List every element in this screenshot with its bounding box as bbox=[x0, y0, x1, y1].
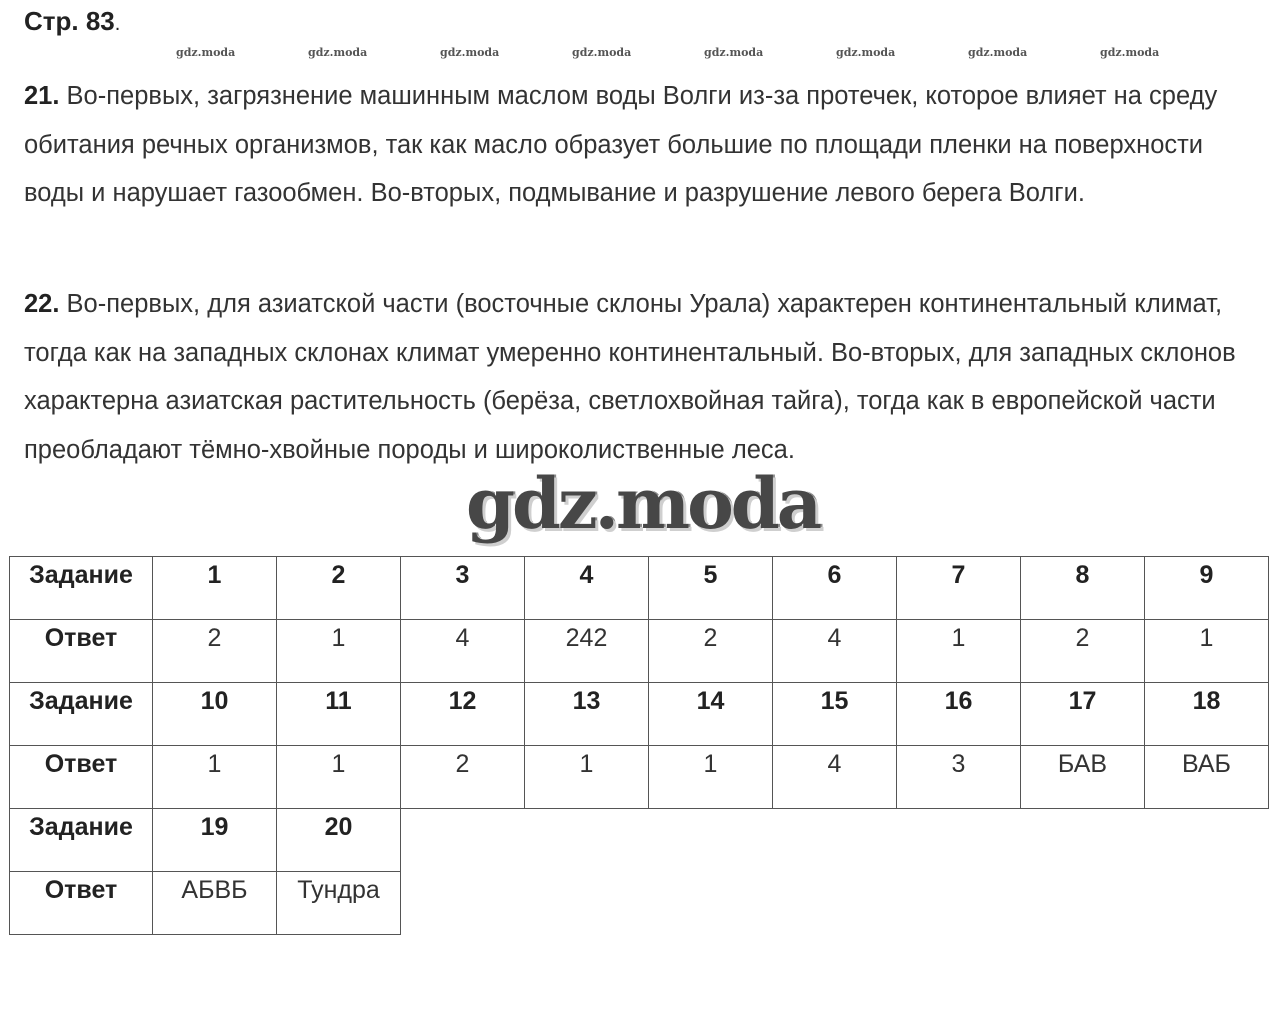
task-number-cell: 8 bbox=[1021, 557, 1145, 620]
answer-cell: 1 bbox=[277, 620, 401, 683]
page-title-dot: . bbox=[114, 13, 121, 35]
task-number-cell: 9 bbox=[1145, 557, 1269, 620]
task-label-cell: Задание bbox=[10, 683, 153, 746]
task-number-cell: 17 bbox=[1021, 683, 1145, 746]
table-row-answers bbox=[10, 872, 1269, 935]
answer-cell: 4 bbox=[401, 620, 525, 683]
task-number-cell: 7 bbox=[897, 557, 1021, 620]
answer-cell: 1 bbox=[525, 746, 649, 809]
task-number-cell: 1 bbox=[153, 557, 277, 620]
answer-cell: 2 bbox=[153, 620, 277, 683]
empty-area bbox=[401, 872, 1269, 935]
task-number-cell: 16 bbox=[897, 683, 1021, 746]
watermark-small: gdz.moda bbox=[572, 46, 632, 59]
answer-cell: ВАБ bbox=[1145, 746, 1269, 809]
task-number-cell: 6 bbox=[773, 557, 897, 620]
answer-21-number: 21. bbox=[24, 82, 60, 110]
task-number-cell: 10 bbox=[153, 683, 277, 746]
answer-22-paragraph bbox=[24, 280, 1264, 474]
watermark-small: gdz.moda bbox=[308, 46, 368, 59]
page-title bbox=[24, 6, 120, 37]
answer-label-cell: Ответ bbox=[10, 746, 153, 809]
task-number-cell: 14 bbox=[649, 683, 773, 746]
watermark-small: gdz.moda bbox=[1100, 46, 1160, 59]
task-number-cell: 3 bbox=[401, 557, 525, 620]
table-row-answers bbox=[10, 746, 1269, 809]
task-label-cell: Задание bbox=[10, 557, 153, 620]
watermark-small: gdz.moda bbox=[836, 46, 896, 59]
task-number-cell: 5 bbox=[649, 557, 773, 620]
answer-cell: 2 bbox=[401, 746, 525, 809]
watermark-row bbox=[176, 46, 1176, 62]
answer-cell: БАВ bbox=[1021, 746, 1145, 809]
task-number-cell: 13 bbox=[525, 683, 649, 746]
answer-cell: 4 bbox=[773, 620, 897, 683]
watermark-small: gdz.moda bbox=[704, 46, 764, 59]
watermark-small: gdz.moda bbox=[440, 46, 500, 59]
table-row-answers bbox=[10, 620, 1269, 683]
answer-22-number: 22. bbox=[24, 290, 60, 318]
answer-22-text: Во-первых, для азиатской части (восточные склоны Урала) характерен континентальный климат, тогда как на западных склонах климат умеренно континентальный. Во-вторых, для западных склонов характерна азиатская растительность (берёза, светлохвойная тайга), тогда как в европейской части преобладают тёмно-хвойные породы и широколиственные леса. bbox=[24, 290, 1236, 464]
page-number: Стр. 83 bbox=[24, 6, 115, 36]
task-label-cell: Задание bbox=[10, 809, 153, 872]
answer-cell: 4 bbox=[773, 746, 897, 809]
table-row-tasks bbox=[10, 683, 1269, 746]
answer-cell: 1 bbox=[897, 620, 1021, 683]
answer-cell: 1 bbox=[277, 746, 401, 809]
answer-cell: 242 bbox=[525, 620, 649, 683]
answer-cell: 3 bbox=[897, 746, 1021, 809]
task-number-cell: 12 bbox=[401, 683, 525, 746]
watermark-small: gdz.moda bbox=[176, 46, 236, 59]
table-row-tasks bbox=[10, 809, 1269, 872]
answer-label-cell: Ответ bbox=[10, 872, 153, 935]
task-number-cell: 18 bbox=[1145, 683, 1269, 746]
answers-table bbox=[9, 556, 1269, 935]
answer-21-text: Во-первых, загрязнение машинным маслом воды Волги из-за протечек, которое влияет на среду обитания речных организмов, так как масло образует большие по площади пленки на поверхности воды и нарушает газообмен. Во-вторых, подмывание и разрушение левого берега Волги. bbox=[24, 82, 1218, 207]
task-number-cell: 20 bbox=[277, 809, 401, 872]
answer-cell: 2 bbox=[649, 620, 773, 683]
watermark-logo: gdz.moda bbox=[466, 462, 820, 545]
answer-cell: АБВБ bbox=[153, 872, 277, 935]
answer-cell: Тундра bbox=[277, 872, 401, 935]
task-number-cell: 11 bbox=[277, 683, 401, 746]
task-number-cell: 15 bbox=[773, 683, 897, 746]
task-number-cell: 2 bbox=[277, 557, 401, 620]
task-number-cell: 19 bbox=[153, 809, 277, 872]
answer-cell: 1 bbox=[649, 746, 773, 809]
task-number-cell: 4 bbox=[525, 557, 649, 620]
table-row-tasks bbox=[10, 557, 1269, 620]
answer-21-paragraph bbox=[24, 72, 1264, 218]
answer-cell: 1 bbox=[1145, 620, 1269, 683]
empty-area bbox=[401, 809, 1269, 872]
watermark-small: gdz.moda bbox=[968, 46, 1028, 59]
answer-label-cell: Ответ bbox=[10, 620, 153, 683]
answer-cell: 1 bbox=[153, 746, 277, 809]
answer-cell: 2 bbox=[1021, 620, 1145, 683]
